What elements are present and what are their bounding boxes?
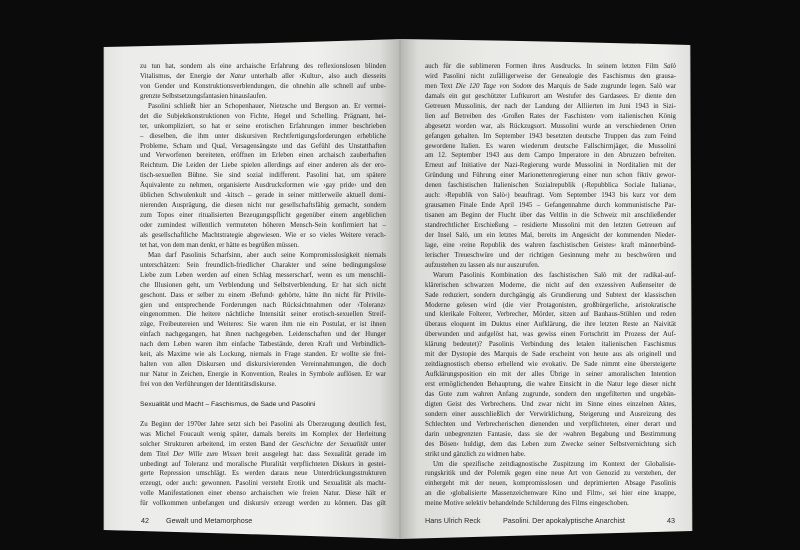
text-line-content: tisanen am Beginn der Flucht über das Veltlin in die Schweiz mit anschließender <box>425 211 676 220</box>
text-line-content: überaus eloquent im Duktus einer Aufklärung, die ihre letzten Reste an Naivität <box>425 320 676 329</box>
paragraph <box>140 251 386 390</box>
text-line <box>140 251 386 261</box>
text-line-content: was Michel Foucault wenig später, damals bereits im Komplex der Herleitung <box>140 429 386 438</box>
text-line <box>140 221 386 231</box>
text-line <box>140 142 386 152</box>
text-line <box>140 291 386 301</box>
text-line <box>140 72 386 82</box>
blank-line <box>140 390 386 400</box>
section-heading: Sexualität und Macht – Faschismus, de Sade und Pasolini <box>140 400 316 408</box>
text-line <box>140 301 386 311</box>
text-line-content: Man darf Pasolinis Scharfsinn, aber auch seine Kompromisslosigkeit niemals <box>148 250 386 259</box>
text-line-content: am 12. September 1943 aus dem Campo Imperatore in den Abruzzen befreiten. <box>425 151 676 160</box>
left-page-number: 42 <box>141 516 149 525</box>
text-line-content: lage, eine ›reine Republik des wahren faschistischen Geistes‹ kraft männerbünd- <box>425 240 676 249</box>
text-line <box>140 281 386 291</box>
right-page-text <box>425 62 676 509</box>
right-page-number: 43 <box>667 516 675 525</box>
text-line <box>140 460 386 470</box>
text-line-content: – dieselben, die ihm unter diskursiven Rechtfertigungsforderungen erhebliche <box>140 131 386 140</box>
paragraph <box>140 420 386 509</box>
text-line-content: lien auf Betreiben des ›Großen Rates der Faschisten‹ vom italienischen König <box>425 111 676 120</box>
text-line-content: Moderne gelesen wird (die vier Protagonisten, großbürgerliche, aristokratische <box>425 300 676 309</box>
text-line <box>425 62 676 72</box>
text-line <box>425 251 676 261</box>
text-line <box>140 261 386 271</box>
text-line <box>140 201 386 211</box>
text-line-content: Reichtum. Die Leiden der Liebe spielen allerdings auf einer anderen als der ero- <box>140 161 386 170</box>
paragraph <box>425 271 676 460</box>
text-line <box>140 360 386 370</box>
text-line-content: Aufklärungsposition ein mit der alles Übrige in seiner amoralischen Intention <box>425 370 676 379</box>
text-line <box>140 469 386 479</box>
italic-title: Salò <box>663 62 676 70</box>
text-line <box>425 281 676 291</box>
text-line-content: Erneut auf Initiative der Nazi-Regierung wurde Mussolini in Norditalien mit der <box>425 161 676 170</box>
text-line <box>425 340 676 350</box>
text-line-content: der Insel Salò, um ein letztes Mal, bereits im Angesicht der kommenden Nieder- <box>425 230 676 239</box>
text-line <box>425 360 676 370</box>
text-line-content: gerte Repression umschlägt. Es werden daraus neue Unterdrückungsstrukturen <box>140 469 386 478</box>
text-line <box>425 171 676 181</box>
text-line-content: Pasolini schließt hier an Schopenhauer, Nietzsche und Bergson an. Er vermei- <box>148 101 386 110</box>
text-line-content: darin unbegrenzten Fantasie, dass sie der ›wahren Begabung und Bestimmung <box>425 429 676 438</box>
text-line-content: Vitalismus, der Energie der Natur unterhalb aller ›Kultur‹, also auch diesseits <box>140 71 386 80</box>
text-line-content: von Gender und Konstruktionsverblendungen, die ohnehin alle schnell auf unbe- <box>140 81 386 90</box>
text-line <box>425 82 676 92</box>
text-line-content: tisch-sexuellen Bühne. Sie sind sozial indifferent. Pasolini hat, um spätere <box>140 171 386 180</box>
text-line-content: grenzte Selbstsetzungsfantasien hinauslaufen. <box>140 91 267 100</box>
text-line <box>425 261 676 271</box>
text-line <box>425 211 676 221</box>
left-page-text <box>140 62 386 509</box>
text-line-content: frei von den Verführungen der Identitätsdiskurse. <box>140 380 277 388</box>
text-line-content: Um die spezifische zeitdiagnostische Zuspitzung im Kontext der Globalisie- <box>433 459 676 468</box>
text-line-content: Getreuen Mussolinis, der nach der Landung der Alliierten im Juni 1943 in Sizi- <box>425 101 676 110</box>
paragraph <box>140 62 386 102</box>
text-line <box>140 151 386 161</box>
text-line <box>425 440 676 450</box>
text-line <box>140 191 386 201</box>
paragraph <box>140 102 386 251</box>
text-line <box>140 340 386 350</box>
text-line <box>140 320 386 330</box>
text-line <box>140 171 386 181</box>
text-line <box>425 72 676 82</box>
text-line <box>425 132 676 142</box>
text-line <box>140 370 386 380</box>
text-line-content: Sade reduziert, sondern durchgängig als Grundierung und Subtext der klassischen <box>425 290 676 299</box>
text-line-content: rungskritik und der Polemik gegen eine neue Art von Genozid zu verstehen, der <box>425 469 676 478</box>
text-line <box>140 122 386 132</box>
text-line-content: wird Pasolini nicht zufälligerweise der Genealogie des Faschismus den grausa- <box>425 71 676 80</box>
text-line <box>425 142 676 152</box>
text-line <box>425 420 676 430</box>
italic-title: Geschichte der Sexualität <box>292 439 368 448</box>
text-line <box>140 489 386 499</box>
text-line-content: strikt und gänzlich zu widmen habe. <box>425 449 526 458</box>
text-line <box>140 310 386 320</box>
text-line-content: keit, als Maxime wie als Lockung, niemals in Frage standen. Er wollte sie frei- <box>140 350 386 359</box>
text-line-content: halten von allen Diskursen und diskursivierenden Vereinnahmungen, die doch <box>140 360 386 369</box>
text-line-content: gewordene Italien. Es waren wiederum deutsche Fallschirmjäger, die Mussolini <box>425 141 676 150</box>
text-line <box>425 400 676 410</box>
text-line <box>425 112 676 122</box>
text-line-content: erzeugt, oder auch: gewonnen. Pasolini versteht Erotik und Sexualität als macht- <box>140 479 386 488</box>
text-line-content: lerischer Treueschwüre und der richtigen Gesinnung mehr zu beschwören und <box>425 250 676 259</box>
text-line <box>140 82 386 92</box>
text-line-content: an die ›globalisierte Massenzeichenware Kino und Film‹, sei hier eine knappe, <box>425 489 676 498</box>
text-line-content: Gründung und Führung einer Marionettenregierung einer nun schon fiktiv gewor- <box>425 171 676 180</box>
text-line-content: Liebe zum Leben werden auf einen Schlag messerscharf, wenn es um menschli- <box>140 270 386 279</box>
text-line-content: gefangen gehalten. Im September 1943 besetzten deutsche Truppen das zum Feind <box>425 131 676 140</box>
text-line-content: und klerikale Folterer, Verbrecher, Mörder, sitzen auf Bauhaus-Stühlen und reden <box>425 310 676 319</box>
text-line <box>425 161 676 171</box>
text-line-content: grausamen Finale Ende April 1945 – Gefangennahme durch kommunistische Par- <box>425 201 676 210</box>
text-line-content: nur Natur in Zeichen, Energie in Konvention, Reales in Symbole auflösen. Er war <box>140 370 386 379</box>
text-line <box>140 450 386 460</box>
text-line-content: das Gute zum wahren Anfang zugrunde, sondern den ungefilterten und ungebän- <box>425 389 676 398</box>
text-line-content: einfach nachgegangen, hat ihnen nachgegeben. Leidenschaften und der Hunger <box>140 330 386 339</box>
text-line <box>425 479 676 489</box>
text-line <box>140 330 386 340</box>
text-line <box>140 102 386 112</box>
text-line <box>425 460 676 470</box>
text-line-content: eingenommen. Die heitere nächtliche Intensität seiner erotisch-sexuellen Streif- <box>140 310 386 319</box>
text-line <box>425 380 676 390</box>
text-line-content: digten Geist des Verbrechens. Und zwar nicht im Sinne eines einzelnen Aktes, <box>425 399 676 408</box>
text-line <box>140 350 386 360</box>
text-line-content: unterschätzen: Sein freundlich-friedlicher Charakter und seine bedingungslose <box>140 260 386 269</box>
text-line-content: zeitdiagnostisch ebenso erhellend wie evokativ. De Sade nimmt eine übersteigerte <box>425 360 676 369</box>
text-line-content: überwunden und aufgelöst hat, was gewiss einen Fortschritt im Prozess der Auf- <box>425 330 676 339</box>
text-line <box>425 350 676 360</box>
text-line-content: nach dem Leben waren ihm einfache Tatbestände, deren Kraft und Verbindlich- <box>140 340 386 349</box>
text-line-content: mit der Dystopie des Marquis de Sade erscheint von heute aus als originell und <box>425 350 676 359</box>
text-line-content: dem Titel Der Wille zum Wissen breit ausgelegt hat: dass Sexualität gerade im <box>140 449 386 458</box>
text-line-content: und Verworfenen bereiteten, eröffnen im Erleben einen archaisch zauberhaften <box>140 151 386 160</box>
text-line <box>425 499 676 509</box>
left-running-title: Gewalt und Metamorphose <box>166 516 253 525</box>
text-line-content: zum Topos einer ritualisierten Bezeugungspflicht gegenüber einem angeblichen <box>140 211 386 220</box>
text-line <box>425 221 676 231</box>
text-line <box>425 291 676 301</box>
text-line <box>140 92 386 102</box>
text-line <box>140 430 386 440</box>
text-line-content: zu tun hat, sondern als eine archaische Erfahrung des reflexionslosen blinden <box>140 62 386 70</box>
text-line-content: einhergeht mit der neuen, kompromisslosen und deprimierten Absage Pasolinis <box>425 479 676 488</box>
paragraph <box>425 62 676 271</box>
text-line <box>140 380 386 390</box>
text-line-content: Schlechten und Verbrecherischen dienenden und verpflichteten, einer derart und <box>425 419 676 428</box>
text-line <box>140 161 386 171</box>
text-line <box>425 92 676 102</box>
text-line <box>425 102 676 112</box>
text-line-content: damals ein gut geschützter Luftkurort am Westufer des Gardasees. Er diente den <box>425 91 676 100</box>
text-line-content: üblichen Schwulenkult und -kitsch – gerade in seiner mittlerweile aktuell domi- <box>140 191 386 200</box>
text-line-content: det die Subjektkonstruktionen von Fichte, Hegel und Schelling. Prägnant, hei- <box>140 111 386 120</box>
text-line-content: Äquivalente zu nehmen, organisierte Ausdrucksformen wie ›gay pride‹ und den <box>140 181 386 190</box>
text-line <box>140 211 386 221</box>
text-line-content: abgesetzt worden war, als Rückzugsort. Mussolini wurde an verschiedenen Orten <box>425 121 676 130</box>
text-line-content: volle Manifestationen einer ebenso archaischen wie freien Natur. Diese hält er <box>140 489 386 498</box>
text-line <box>140 440 386 450</box>
text-line <box>425 231 676 241</box>
text-line <box>140 479 386 489</box>
text-line-content: auch: ›Republik von Salò‹) beauftragt. Vom September 1943 bis kurz vor dem <box>425 191 676 200</box>
text-line-content: klärerischen schwarzen Moderne, die nicht auf den exzessiven Außenseiter de <box>425 280 676 289</box>
text-line-content: für vollkommen unbefangen und diskursiv erzeugt werden zu können. Das gilt <box>140 499 386 508</box>
text-line <box>425 201 676 211</box>
text-line-content: Probleme, Scham und Qual, Versagensängste und das Gefühl des Unstatthaften <box>140 141 386 150</box>
right-author: Hans Ulrich Reck <box>425 516 481 525</box>
text-line-content: Zu Beginn der 1970er Jahre setzt sich bei Pasolini als Überzeugung deutlich fest, <box>140 419 386 428</box>
text-line <box>425 410 676 420</box>
text-line <box>425 330 676 340</box>
text-line-content: Warum Pasolinis Kombination des faschistischen Salò mit der radikal-auf- <box>433 270 676 279</box>
italic-title: Natur <box>229 71 247 80</box>
text-line-content: men Text Die 120 Tage von Sodom des Marquis de Sade zugrunde legen. Salò war <box>425 81 677 90</box>
text-line <box>425 370 676 380</box>
text-line <box>425 469 676 479</box>
text-line <box>425 489 676 499</box>
text-line <box>140 181 386 191</box>
text-line-content: meine Motive selektiv behandelnde Schilderung des Films eingeschoben. <box>425 499 629 508</box>
text-line <box>140 132 386 142</box>
right-running-title: Pasolini. Der apokalyptische Anarchist <box>503 516 625 525</box>
text-line <box>140 420 386 430</box>
text-line-content: auch für die sublimeren Formen ihres Ausdrucks. In seinem letzten Film Salò <box>425 62 676 70</box>
text-line <box>425 430 676 440</box>
text-line <box>425 181 676 191</box>
text-line <box>425 301 676 311</box>
text-line-content: solcher Strukturen arbeitend, im ersten Band der Geschichte der Sexualität unter <box>140 439 386 448</box>
text-line-content: che Illusionen geht, um Verblendung und Selbstverblendung. Er hat sich nicht <box>140 280 386 289</box>
text-line <box>425 310 676 320</box>
text-line-content: züge, Freibeutereien und Weiteres: Sie waren ihm nie ein Postulat, er ist ihnen <box>140 320 386 329</box>
text-line-content: denen faschistischen Italienischen Sozialrepublik (›Repubblica Sociale Italiana‹, <box>425 181 676 190</box>
text-line-content: klärung bedeutet)? Pasolinis Verbindung des letalen italienischen Faschismus <box>425 340 676 349</box>
text-line <box>425 191 676 201</box>
text-line <box>140 62 386 72</box>
text-line <box>140 271 386 281</box>
italic-title: Der Wille zum Wissen <box>173 449 242 458</box>
text-line <box>425 450 676 460</box>
text-line <box>425 320 676 330</box>
italic-title: Die 120 Tage von Sodom <box>455 81 532 90</box>
blank-line <box>140 410 386 420</box>
text-line <box>425 151 676 161</box>
text-line-content: oder zumindest willentlich vermuteten höheren Mensch-Sein konfirmiert hat – <box>140 221 386 229</box>
text-line <box>425 241 676 251</box>
text-line-content: geschont. Dass er selber zu einem ›Befund‹ gehörte, hätte ihn nicht für Privile- <box>140 290 386 299</box>
text-line-content: unbedingt auf Toleranz und moralische Pluralität verpflichteten Diskurs in gestei- <box>140 459 386 468</box>
text-line <box>425 122 676 132</box>
text-line <box>140 231 386 241</box>
text-line-content: standrechtlicher Erschießung – residierte Mussolini mit den letzten Getreuen auf <box>425 221 676 229</box>
text-line-content: sondern einer ausschließlich der Verwirklichung, Steigerung und Ausreizung des <box>425 409 676 418</box>
text-line-content: als gesellschaftliche Machtstrategie abgewiesen. Wie er so vieles Weitere verach- <box>140 230 386 239</box>
text-line-content: des Bösen‹ huldigt, dem das Leben zum Zwecke seiner Selbstvernichtung sich <box>425 439 676 448</box>
text-line <box>140 112 386 122</box>
text-line <box>425 390 676 400</box>
text-line-content: tet hat, von dem man denkt, er hätte es begrüßen müssen. <box>140 240 299 249</box>
text-line <box>140 241 386 251</box>
text-line-content: ter, unkompliziert, so hat er seine erotischen Erfahrungen immer beschrieben <box>140 121 386 130</box>
text-line-content: aufzustehen zu lassen als nur auszurufen. <box>425 260 540 269</box>
text-line-content: erst ermöglichenden Behauptung, die wahre Einsicht in die Natur lege dieser nicht <box>425 380 676 388</box>
text-line <box>425 271 676 281</box>
paragraph <box>425 460 676 510</box>
text-line-content: nierenden Ausprägung, die diesen nicht nur gesellschaftsfähig gemacht, sondern <box>140 201 386 210</box>
text-line <box>140 499 386 509</box>
text-line-content: gien und entsprechende Forderungen nach Rücksichtnahmen oder ›Toleranz‹ <box>140 300 386 309</box>
